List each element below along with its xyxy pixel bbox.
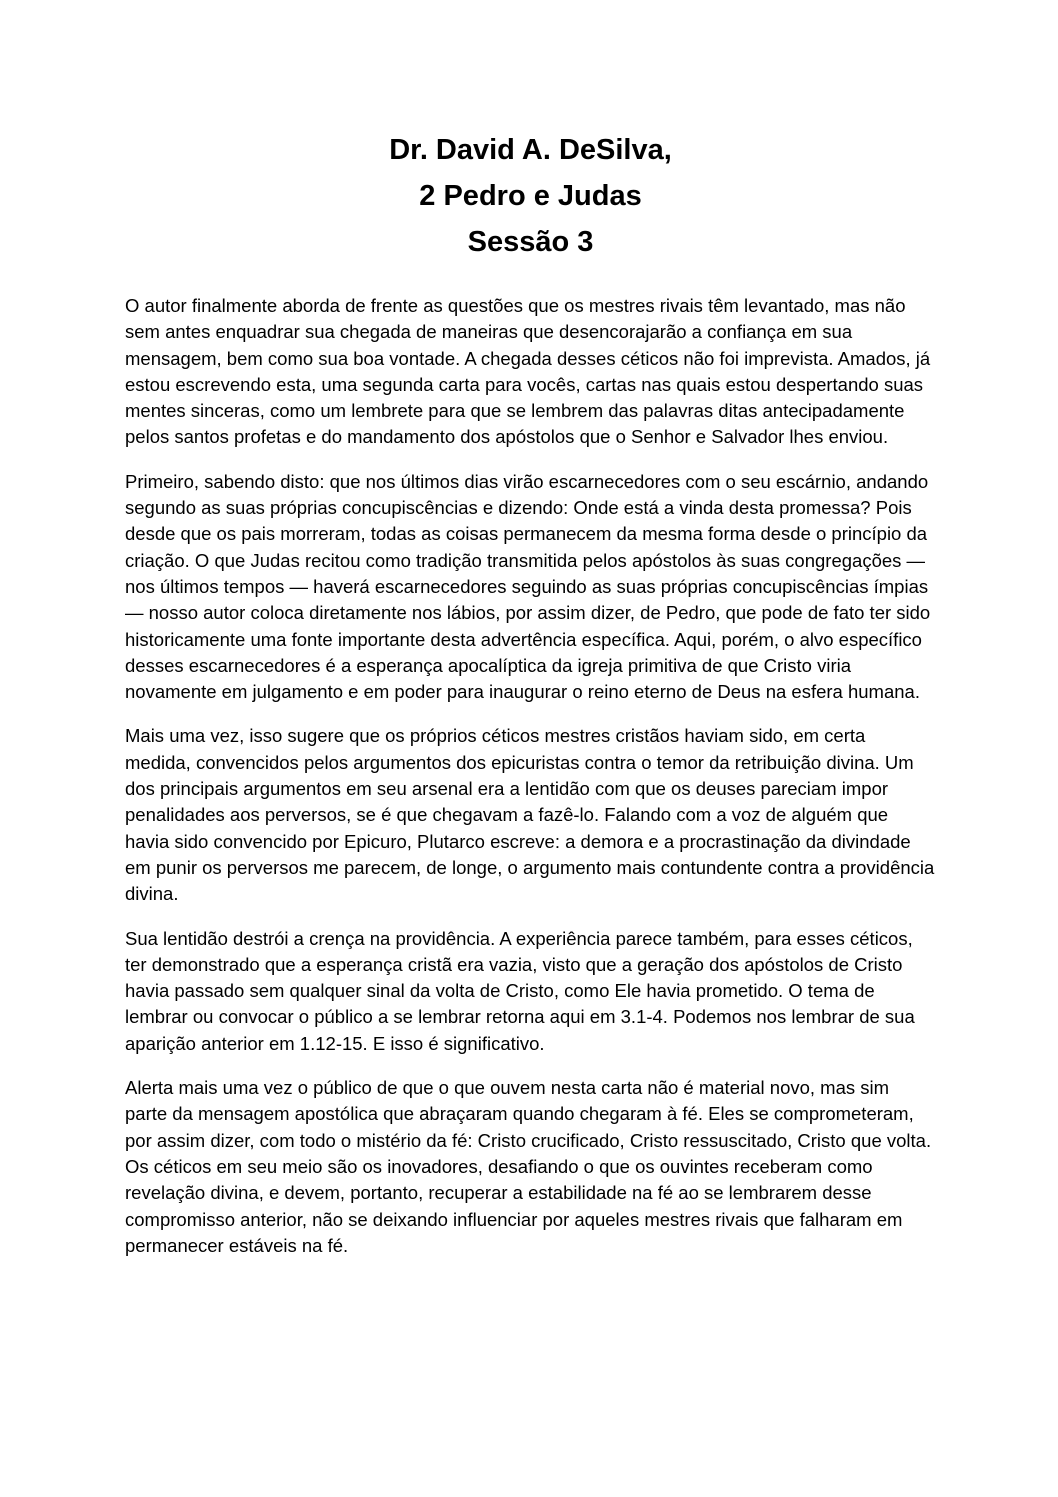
paragraph-2: Primeiro, sabendo disto: que nos últimos dias virão escarnecedores com o seu escárnio, andando segundo as suas próprias concupiscências e dizendo: Onde está a vinda desta promessa? Pois desde que os pais morreram, todas as coisas permanecem da mesma forma desde o princípio da criação. O que Judas recitou como tradição transmitida pelos apóstolos às suas congregações — nos últimos tempos — haverá escarnecedores seguindo as suas próprias concupiscências ímpias — nosso autor coloca diretamente nos lábios, por assim dizer, de Pedro, que pode de fato ter sido historicamente uma fonte importante desta advertência específica. Aqui, porém, o alvo específico desses escarnecedores é a esperança apocalíptica da igreja primitiva de que Cristo viria novamente em julgamento e em poder para inaugurar o reino eterno de Deus na esfera humana. (125, 470, 931, 703)
paragraph-5: Alerta mais uma vez o público de que o que ouvem nesta carta não é material novo, mas sim parte da mensagem apostólica que abraçaram quando chegaram à fé. Eles se comprometeram, por assim dizer, com todo o mistério da fé: Cristo crucificado, Cristo ressuscitado, Cristo que volta. Os céticos em seu meio são os inovadores, desafiando o que os ouvintes receberam como revelação divina, e devem, portanto, recuperar a estabilidade na fé ao se lembrarem desse compromisso anterior, não se deixando influenciar por aqueles mestres rivais que falharam em permanecer estáveis na fé. (125, 1077, 932, 1256)
paragraph-4: Sua lentidão destrói a crença na providência. A experiência parece também, para esses céticos, ter demonstrado que a esperança cristã era vazia, visto que a geração dos apóstolos de Cristo havia passado sem qualquer sinal da volta de Cristo, como Ele havia prometido. O tema de lembrar ou convocar o público a se lembrar retorna aqui em 3.1-4. Podemos nos lembrar de sua aparição anterior em 1.12-15. E isso é significativo. (125, 927, 915, 1054)
document-title (125, 127, 936, 265)
document-body (125, 293, 936, 1259)
title-line-author: Dr. David A. DeSilva, (389, 134, 672, 166)
title-line-session: Sessão 3 (467, 226, 594, 258)
paragraph-3: Mais uma vez, isso sugere que os próprios céticos mestres cristãos haviam sido, em certa medida, convencidos pelos argumentos dos epicuristas contra o temor da retribuição divina. Um dos principais argumentos em seu arsenal era a lentidão com que os deuses pareciam impor penalidades aos perversos, se é que chegavam a fazê-lo. Falando com a voz de alguém que havia sido convencido por Epicuro, Plutarco escreve: a demora e a procrastinação da divindade em punir os perversos me parecem, de longe, o argumento mais contundente contra a providência divina. (125, 725, 935, 905)
paragraph-1: O autor finalmente aborda de frente as questões que os mestres rivais têm levantado, mas não sem antes enquadrar sua chegada de maneiras que desencorajarão a confiança em sua mensagem, bem como sua boa vontade. A chegada desses céticos não foi imprevista. Amados, já estou escrevendo esta, uma segunda carta para vocês, cartas nas quais estou despertando suas mentes sinceras, como um lembrete para que se lembrem das palavras ditas antecipadamente pelos santos profetas e do mandamento dos apóstolos que o Senhor e Salvador lhes enviou. (125, 295, 931, 448)
title-line-subject: 2 Pedro e Judas (419, 180, 642, 212)
